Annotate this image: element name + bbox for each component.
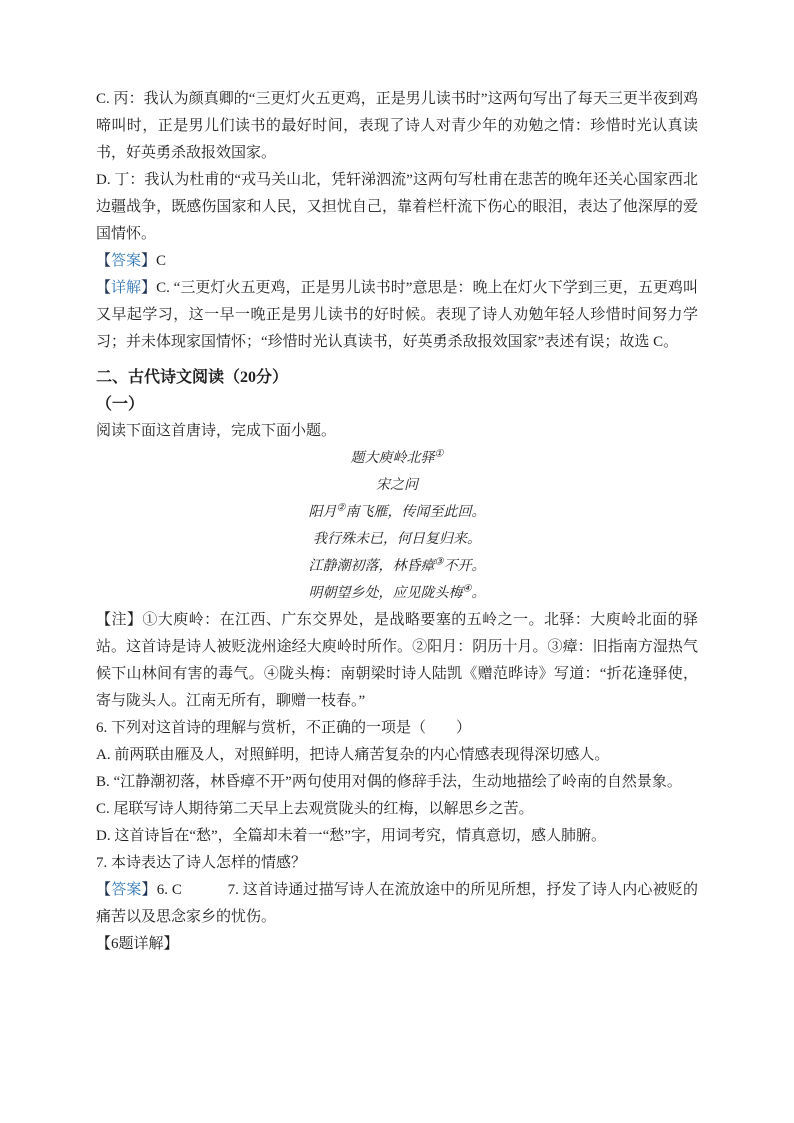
prev-option-d-paragraph: D. 丁：我认为杜甫的“戎马关山北，凭轩涕泗流”这两句写杜甫在悲苦的晚年还关心国家西北边疆战争，既感伤国家和人民，又担忧自己，靠着栏杆流下伤心的眼泪，表达了他深厚的爱国情怀。 <box>96 172 698 242</box>
poem-title <box>96 445 698 472</box>
question6-option-c: C. 尾联写诗人期待第二天早上去观赏陇头的红梅，以解思乡之苦。 <box>96 801 534 817</box>
poem-line-1-post: 南飞雁，传闻至此回。 <box>345 504 486 520</box>
subsection-heading: （一） <box>96 396 145 413</box>
poem-block <box>96 445 698 607</box>
answer-value: C <box>156 253 167 269</box>
analysis-text: C. “三更灯火五更鸡，正是男儿读书时”意思是：晚上在灯火下学到三更，五更鸡叫又早起学习，这一早一晚正是男儿读书的好时候。表现了诗人劝勉年轻人珍惜时间努力学习；并未体现家国情怀；“珍惜时光认真读书，好英勇杀敌报效国家”表述有误；故选 C。 <box>96 280 698 350</box>
question6-option-a: A. 前两联由雁及人，对照鲜明，把诗人痛苦复杂的内心情感表现得深切感人。 <box>96 747 610 763</box>
answers-bracket-close: 】 <box>141 882 157 898</box>
poem-notes-paragraph: 【注】①大庾岭：在江西、广东交界处，是战略要塞的五岭之一。北驿：大庾岭北面的驿站。这首诗是诗人被贬泷州途经大庾岭时所作。②阳月：阴历十月。③瘴：旧指南方湿热气候下山林间有害的毒气。④陇头梅：南朝梁时诗人陆凯《赠范晔诗》写道：“折花逢驿使，寄与陇头人。江南无所有，聊赠一枝春。” <box>96 612 698 709</box>
poem-line-3-pre: 江静潮初落，林昏瘴 <box>308 558 435 574</box>
poem-line-4-pre: 明朝望乡处，应见陇头梅 <box>308 585 463 601</box>
answer-bracket-open: 【 <box>96 253 112 269</box>
poem-line-3-post: 不开。 <box>443 558 486 574</box>
poem-author: 宋之问 <box>376 477 418 493</box>
reading-instruction: 阅读下面这首唐诗，完成下面小题。 <box>96 423 337 439</box>
poem-line-4 <box>96 580 698 607</box>
poem-line-1 <box>96 499 698 526</box>
answer-bracket-close: 】 <box>141 253 157 269</box>
poem-line-2 <box>96 526 698 553</box>
question6-stem: 6. 下列对这首诗的理解与赏析，不正确的一项是（ ） <box>96 720 472 736</box>
poem-line-2-pre: 我行殊未已，何日复归来。 <box>313 531 481 547</box>
answer-label: 答案 <box>111 253 142 269</box>
question6-option-d: D. 这首诗旨在“愁”，全篇却未着一“愁”字，用词考究，情真意切，感人肺腑。 <box>96 828 606 844</box>
poem-line-4-note-marker: ④ <box>462 583 472 595</box>
poem-line-3-note-marker: ③ <box>434 556 444 568</box>
prev-analysis-paragraph <box>96 275 698 356</box>
answers-label: 答案 <box>111 882 142 898</box>
analysis-bracket-close: 】 <box>141 280 157 296</box>
poem-title-text: 题大庾岭北驿 <box>350 450 435 466</box>
poem-line-1-pre: 阳月 <box>308 504 337 520</box>
prev-option-c-paragraph: C. 丙：我认为颜真卿的“三更灯火五更鸡，正是男儿读书时”这两句写出了每天三更半夜到鸡啼叫时，正是男儿们读书的最好时间，表现了诗人对青少年的劝勉之情：珍惜时光认真读书，好英勇杀敌报效国家。 <box>96 91 698 161</box>
poem-line-3 <box>96 553 698 580</box>
prev-answer-line <box>96 248 698 275</box>
section-heading: 二、古代诗文阅读（20分） <box>96 369 289 386</box>
poem-title-note-marker: ① <box>434 448 444 460</box>
answers-text: 6. C 7. 这首诗通过描写诗人在流放途中的所见所想，抒发了诗人内心被贬的痛苦以及思念家乡的忧伤。 <box>96 882 698 925</box>
poem-line-1-note-marker: ② <box>336 502 346 514</box>
analysis-bracket-open: 【 <box>96 280 112 296</box>
poem-line-4-post: 。 <box>471 585 486 601</box>
answers-bracket-open: 【 <box>96 882 112 898</box>
answers-6-7-line <box>96 877 698 931</box>
explanation6-heading: 【6题详解】 <box>96 936 179 952</box>
question7-stem: 7. 本诗表达了诗人怎样的情感？ <box>96 855 307 871</box>
analysis-label: 详解 <box>111 280 142 296</box>
question6-option-b: B. “江静潮初落，林昏瘴不开”两句使用对偶的修辞手法，生动地描绘了岭南的自然景象。 <box>96 774 682 790</box>
